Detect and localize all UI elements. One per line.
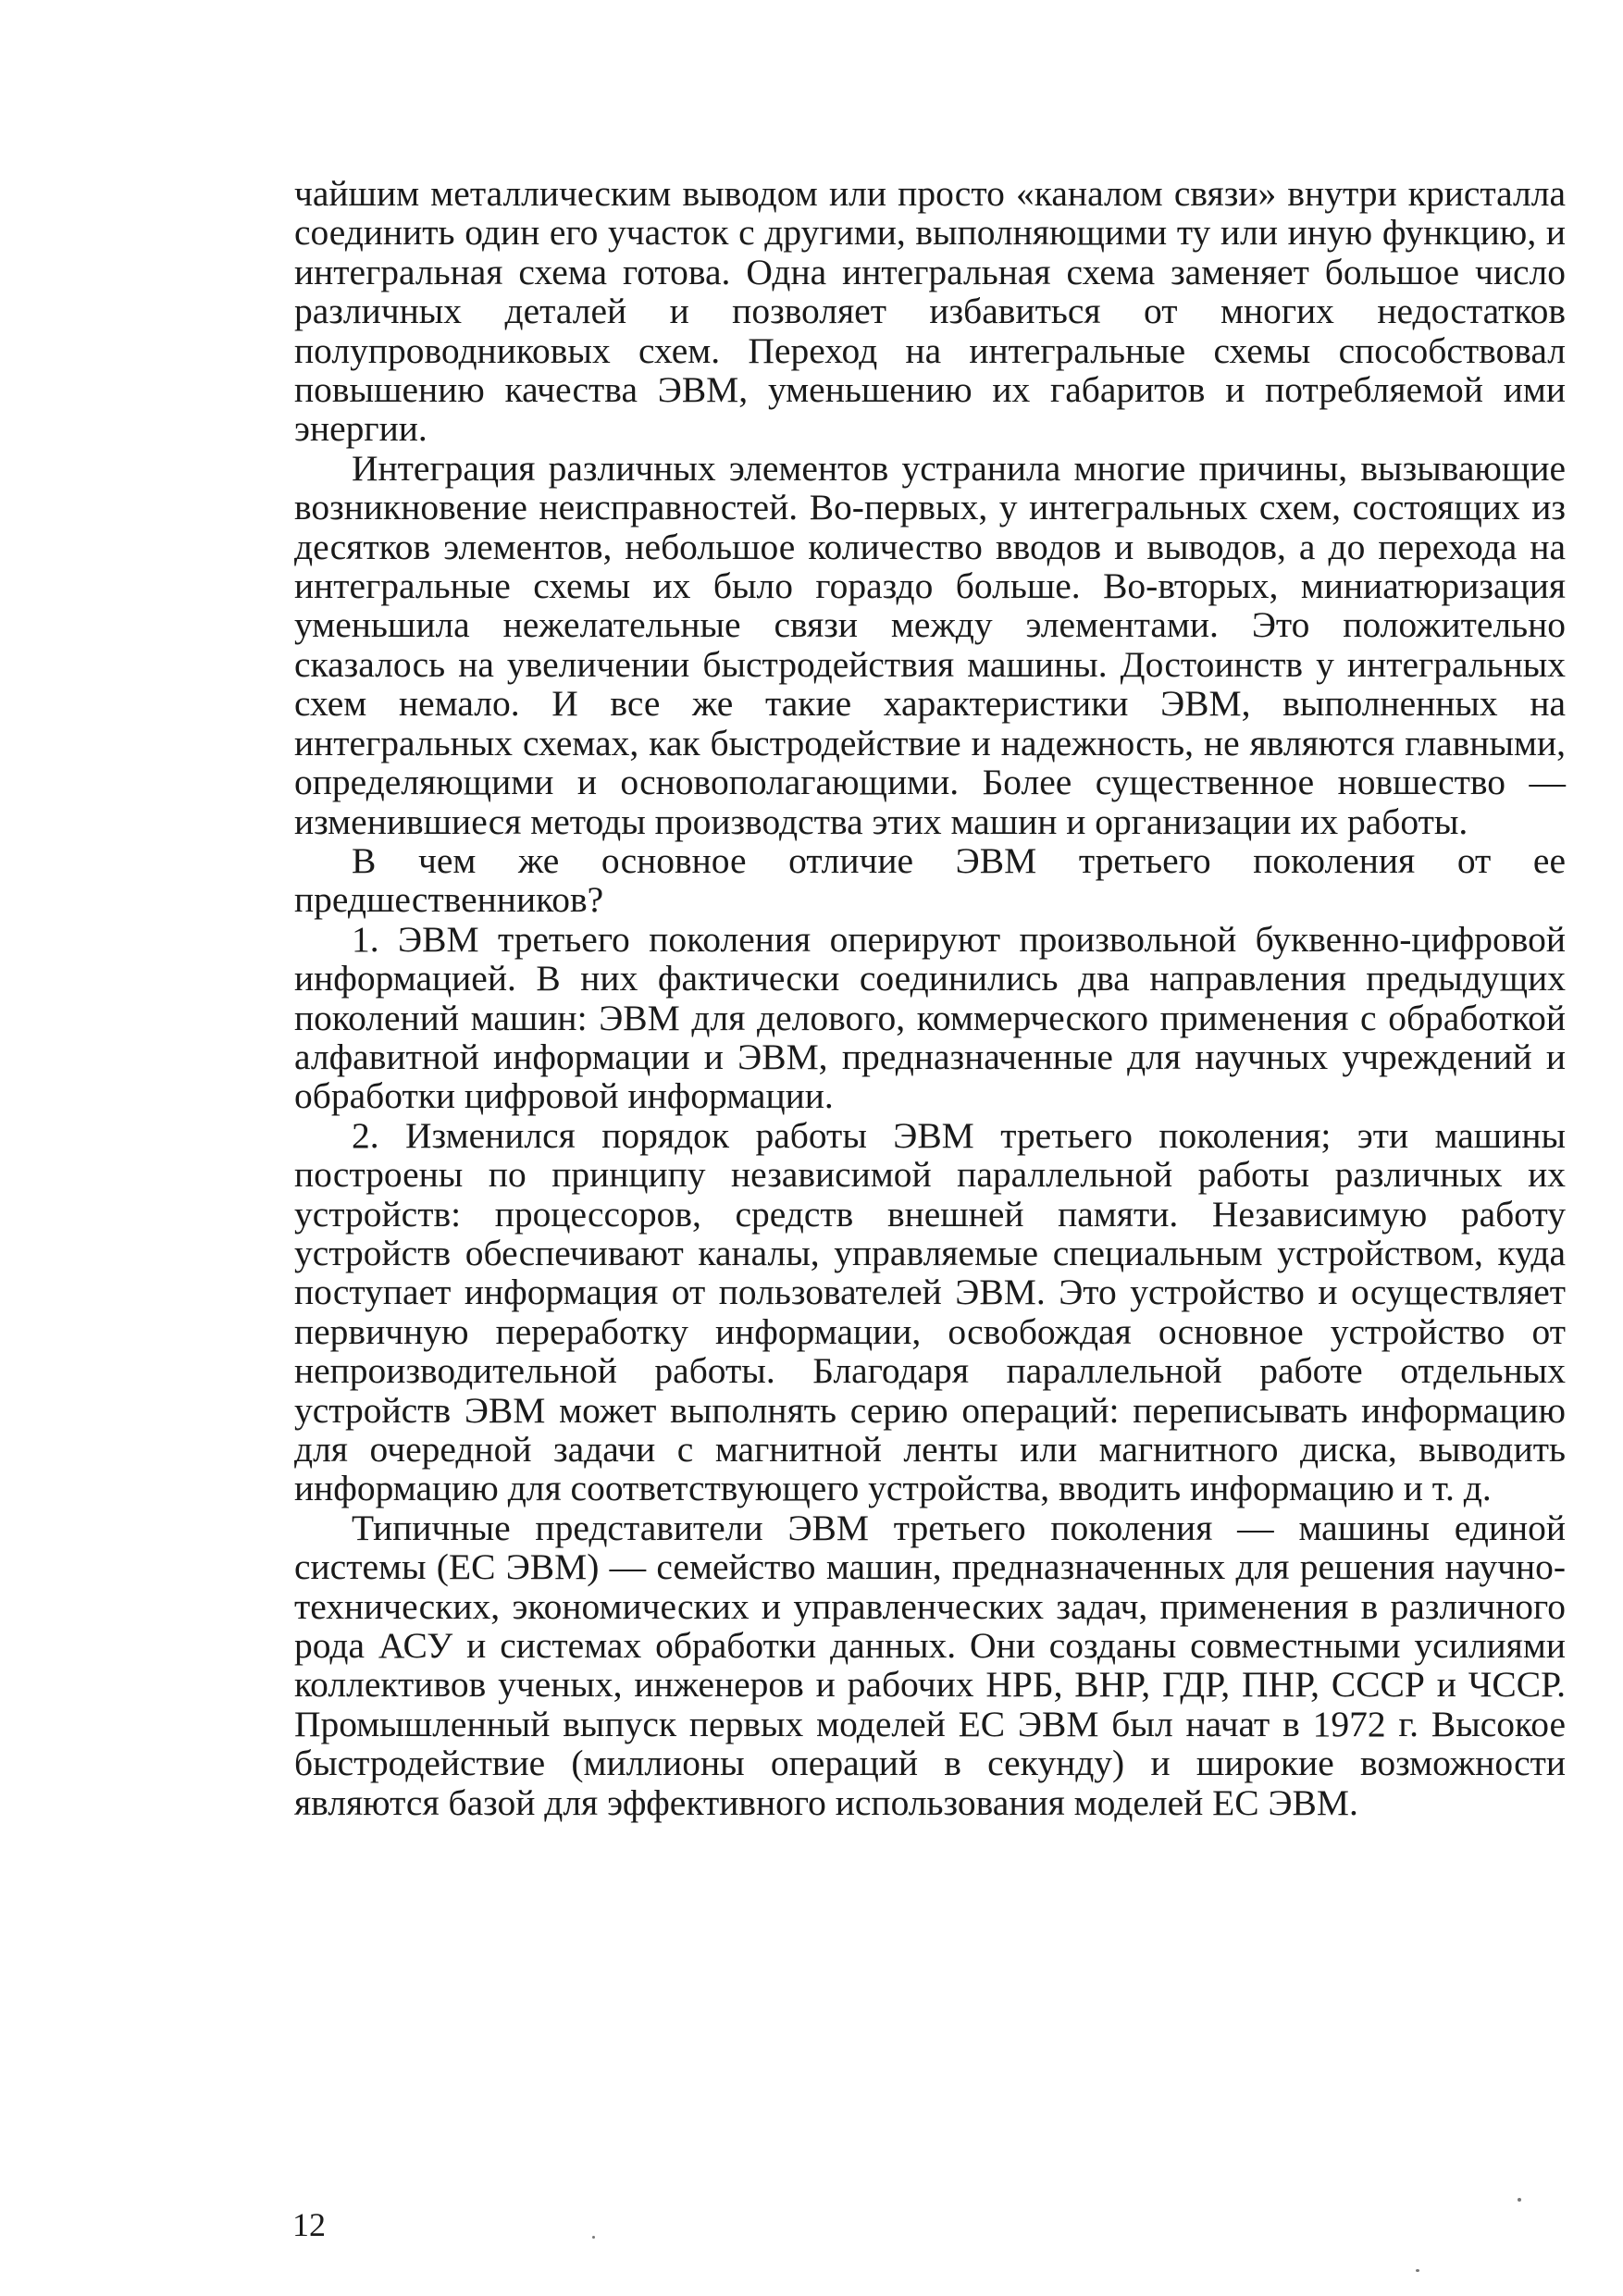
paragraph-3: В чем же основное отличие ЭВМ третьего поколения от ее предшественников?	[294, 839, 1566, 921]
scan-speck	[592, 2236, 595, 2239]
paragraph-5: 2. Изменился порядок работы ЭВМ третьего поколения; эти машины построены по принципу независимой параллельной работы различных их устройств: процессоров, средств внешней памяти. Независимую работу устройств обеспечивают каналы, управляемые специальным устройством, куда поступает информация от пользователей ЭВМ. Это устройство и осуществляет первичную переработку информации, освобождая основное устройство от непроизводительной работы. Благодаря параллельной работе отдельных устройств ЭВМ может выполнять серию операций: переписывать информацию для очередной задачи с магнитной ленты или магнитного диска, выводить информацию для соответствующего устройства, вводить информацию и т. д.	[294, 1114, 1566, 1509]
scan-speck	[1416, 2269, 1419, 2272]
paragraph-6: Типичные представители ЭВМ третьего поколения — машины единой системы (ЕС ЭВМ) — семейство машин, предназначенных для решения научно-технических, экономических и управленческих задач, применения в различного рода АСУ и системах обработки данных. Они созданы совместными усилиями коллективов ученых, инженеров и рабочих НРБ, ВНР, ГДР, ПНР, СССР и ЧССР. Промышленный выпуск первых моделей ЕС ЭВМ был начат в 1972 г. Высокое быстродействие (миллионы операций в секунду) и широкие возможности являются базой для эффективного использования моделей ЕС ЭВМ.	[294, 1507, 1566, 1823]
body-text	[294, 174, 1566, 1822]
paragraph-1: чайшим металлическим выводом или просто «каналом связи» внутри кристалла соединить один его участок с другими, выполняющими ту или иную функцию, и интегральная схема готова. Одна интегральная схема заменяет большое число различных деталей и позволяет избавиться от многих недостатков полупроводниковых схем. Переход на интегральные схемы способствовал повышению качества ЭВМ, уменьшению их габаритов и потребляемой ими энергии.	[294, 173, 1566, 450]
paragraph-2: Интеграция различных элементов устранила многие причины, вызывающие возникновение неисправностей. Во-первых, у интегральных схем, состоящих из десятков элементов, небольшое количество вводов и выводов, а до перехода на интегральные схемы их было гораздо больше. Во-вторых, миниатюризация уменьшила нежелательные связи между элементами. Это положительно сказалось на увеличении быстродействия машины. Достоинств у интегральных схем немало. И все же такие характеристики ЭВМ, выполненных на интегральных схемах, как быстродействие и надежность, не являются главными, определяющими и основополагающими. Более существенное новшество — изменившиеся методы производства этих машин и организации их работы.	[294, 447, 1566, 842]
page-number: 12	[292, 2206, 326, 2243]
scan-speck	[1518, 2198, 1521, 2202]
paragraph-4: 1. ЭВМ третьего поколения оперируют произвольной буквенно-цифровой информацией. В них фактически соединились два направления предыдущих поколений машин: ЭВМ для делового, коммерческого применения с обработкой алфавитной информации и ЭВМ, предназначенные для научных учреждений и обработки цифровой информации.	[294, 918, 1566, 1117]
